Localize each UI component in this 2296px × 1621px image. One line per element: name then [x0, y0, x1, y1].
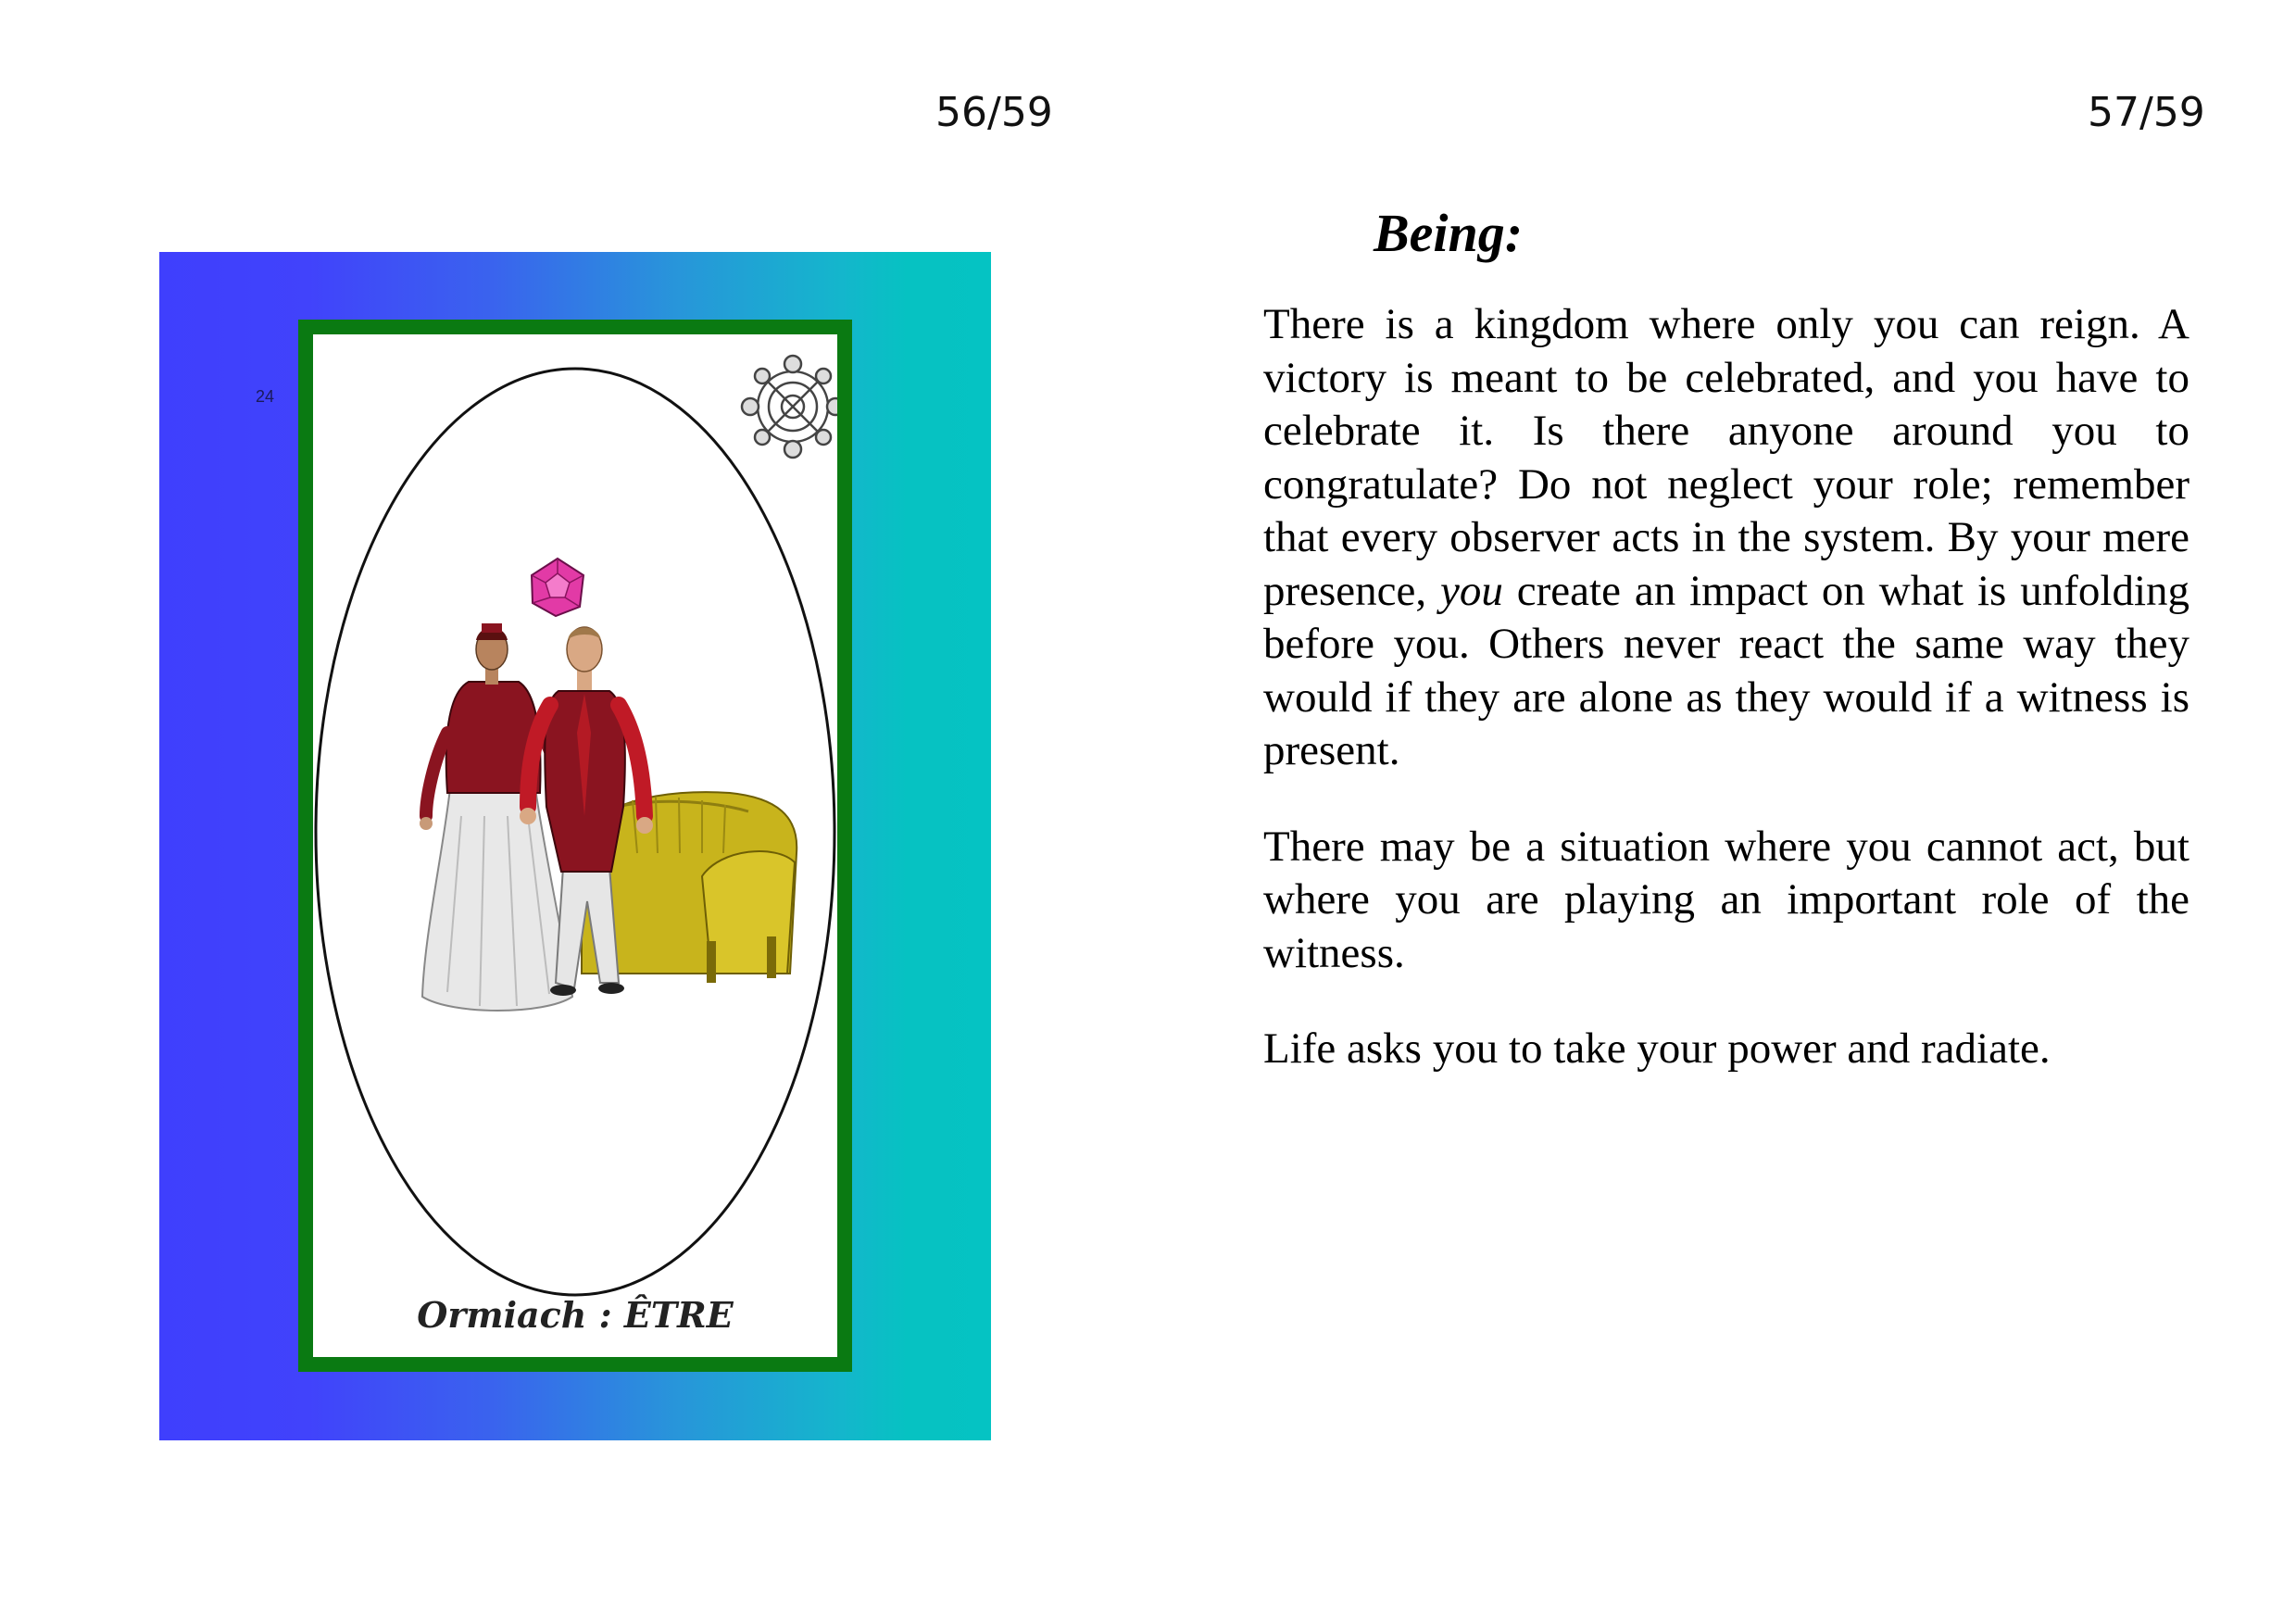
- section-title: Being:: [1374, 203, 1524, 263]
- card-illustration: [313, 334, 837, 1357]
- paragraph-1: [1263, 298, 2189, 778]
- paragraph-2: There may be a situation where you cannot act, but where you are playing an important role of the witness.: [1263, 822, 2189, 977]
- paragraph-1-part-2: create an impact on what is unfolding before you. Others never react the same way they would if they are alone as they would if a witness is present.: [1263, 566, 2189, 774]
- page-number-right: 57/59: [2088, 89, 2205, 136]
- mandala-seal-icon: [742, 356, 837, 458]
- page-number-left: 56/59: [935, 89, 1053, 136]
- dodecahedron-gem-icon: [532, 559, 583, 616]
- card-caption: Ormiach : ÊTRE: [417, 1294, 734, 1336]
- body-text: [1263, 298, 2189, 1119]
- paragraph-3: Life asks you to take your power and radiate.: [1263, 1024, 2051, 1073]
- card-frame: [298, 320, 852, 1372]
- paragraph-1-emphasis: you: [1440, 566, 1503, 615]
- paragraph-1-part-1: There is a kingdom where only you can reign. A victory is meant to be celebrated, and you have to celebrate it. Is there anyone around you to congratulate? Do not neglect your role; remember that every observer acts in the system. By your mere presence,: [1263, 300, 2189, 615]
- card-number: 24: [256, 387, 275, 406]
